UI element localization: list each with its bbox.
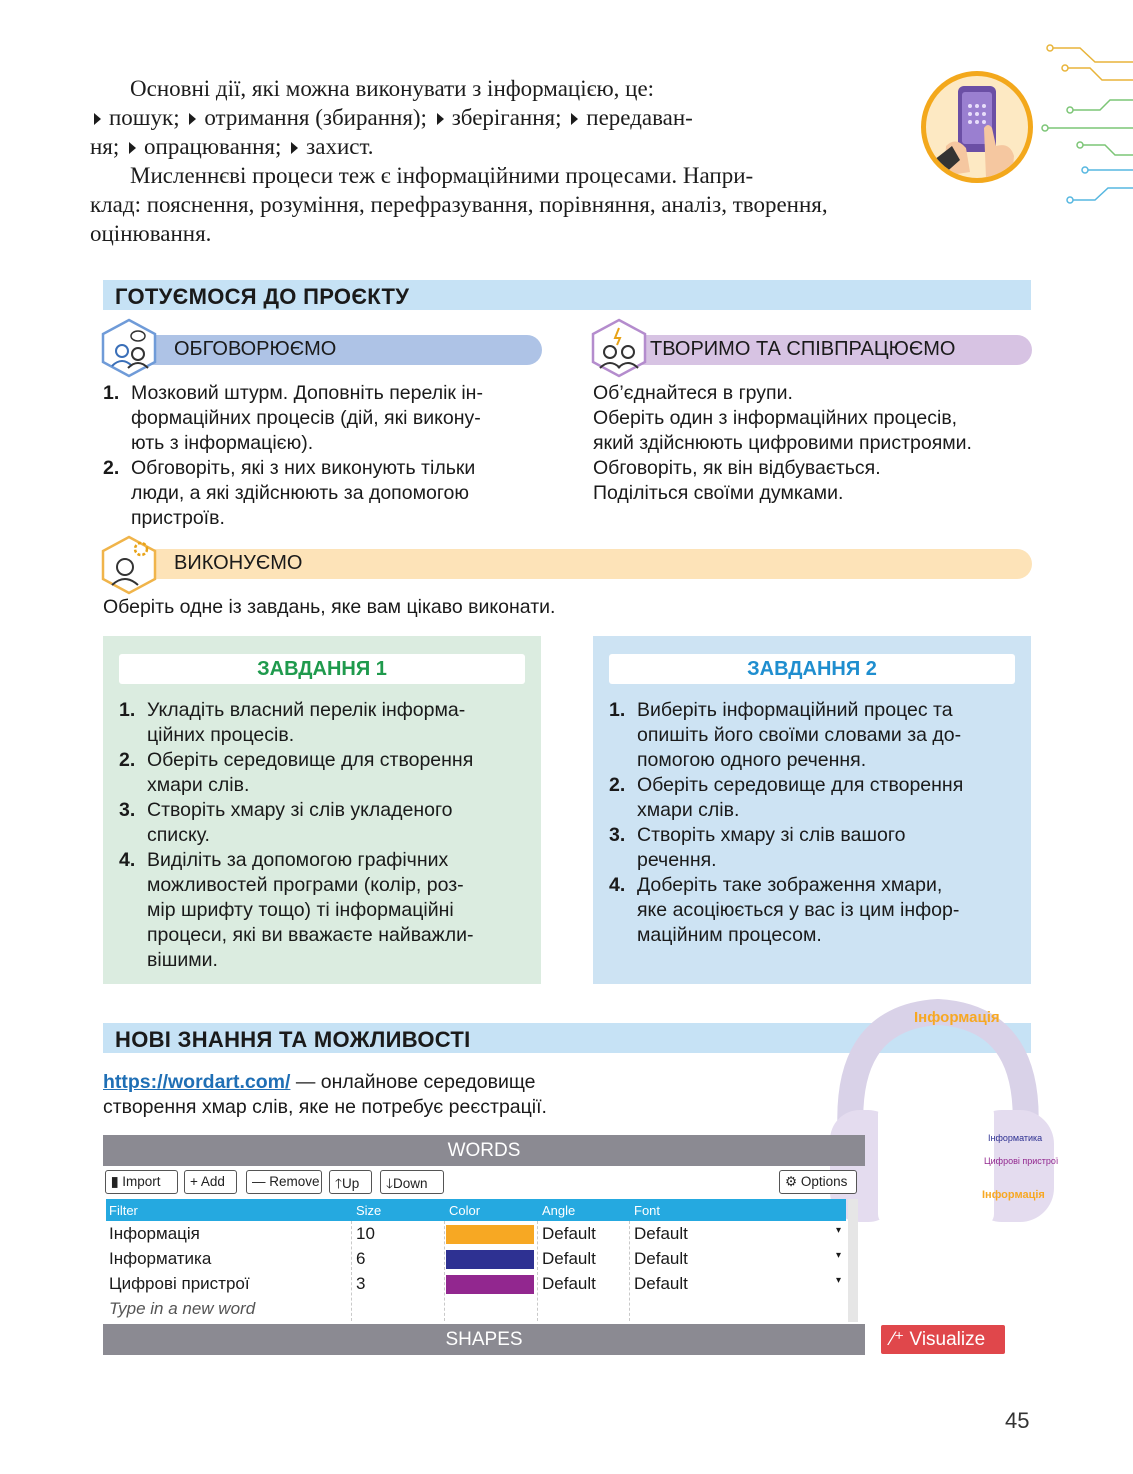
action-item: захист. — [306, 134, 374, 159]
item-line: списку. — [147, 824, 210, 846]
button-label: Import — [122, 1174, 161, 1189]
words-header[interactable]: WORDS — [103, 1135, 865, 1166]
angle-cell[interactable]: Default — [542, 1224, 596, 1243]
description-text: — онлайнове середовище — [290, 1071, 536, 1093]
task-1-card — [103, 636, 541, 984]
discuss-header — [118, 335, 542, 365]
discuss-icon — [100, 318, 158, 378]
description-text: створення хмар слів, яке не потребує реєстрації. — [103, 1096, 547, 1118]
item-line: вішими. — [147, 949, 218, 971]
words-table — [106, 1199, 858, 1323]
item-line: Обговоріть, які з них виконують тільки — [131, 457, 476, 479]
column-header[interactable]: Font — [634, 1203, 661, 1218]
up-button[interactable] — [329, 1170, 372, 1194]
wordart-link[interactable]: https://wordart.com/ — [103, 1071, 291, 1093]
color-cell[interactable] — [444, 1222, 537, 1247]
new-word-input[interactable]: Type in a new word — [109, 1299, 256, 1318]
cloud-word: Інформатика — [988, 1133, 1043, 1143]
shapes-header[interactable]: SHAPES — [103, 1324, 865, 1355]
remove-button[interactable]: — Remove — [246, 1170, 322, 1194]
item-number: 2. — [103, 457, 120, 479]
item-line: Мозковий штурм. Доповніть перелік ін- — [131, 382, 483, 404]
page-number: 45 — [1005, 1408, 1030, 1433]
size-cell[interactable]: 6 — [356, 1249, 366, 1268]
text-line: Поділіться своїми думками. — [593, 482, 844, 504]
column-header[interactable]: Angle — [542, 1203, 576, 1218]
button-label: Up — [342, 1176, 360, 1191]
actions-line-2 — [90, 132, 1035, 161]
item-line: процеси, які ви вважаєте найважли- — [147, 924, 474, 946]
action-item: пошук; — [109, 105, 180, 130]
word-cell[interactable]: Інформація — [109, 1224, 200, 1243]
import-button[interactable] — [105, 1170, 178, 1194]
color-cell[interactable] — [444, 1247, 537, 1272]
bullet-triangle-icon — [571, 113, 578, 125]
task-1-list — [119, 698, 525, 973]
size-cell[interactable]: 3 — [356, 1274, 366, 1293]
color-swatch[interactable] — [446, 1250, 534, 1269]
bullet-triangle-icon — [291, 142, 298, 154]
text-line: Об’єднайтеся в групи. — [593, 382, 793, 404]
action-item: опрацювання; — [144, 134, 282, 159]
item-line: ють з інформацією). — [131, 432, 314, 454]
font-value: Default — [634, 1274, 688, 1293]
item-line: Виділіть за допомогою графічних — [147, 849, 449, 871]
list-item — [609, 773, 1015, 823]
smartphone-icon — [926, 76, 1028, 178]
item-line: речення. — [637, 849, 717, 871]
gear-icon: ⚙ — [785, 1174, 798, 1189]
words-toolbar — [103, 1170, 865, 1196]
item-number: 3. — [609, 824, 626, 846]
create-text — [593, 381, 1033, 506]
angle-cell[interactable]: Default — [542, 1274, 596, 1293]
button-label: Down — [393, 1176, 428, 1191]
bullet-triangle-icon — [189, 113, 196, 125]
intro-line-4: Мисленнєві процеси теж є інформаційними процесами. Напри- — [130, 163, 754, 188]
item-line: пристроїв. — [131, 507, 225, 529]
item-line: люди, а які здійснюють за допомогою — [131, 482, 469, 504]
text-line: Обговоріть, як він відбувається. — [593, 457, 881, 479]
angle-cell[interactable]: Default — [542, 1249, 596, 1268]
item-line: Доберіть таке зображення хмари, — [637, 874, 943, 896]
item-line: Укладіть власний перелік інформа- — [147, 699, 466, 721]
discuss-label: ОБГОВОРЮЄМО — [174, 338, 337, 360]
import-icon: ▮ — [111, 1174, 119, 1189]
list-item — [103, 381, 543, 456]
intro-text — [90, 74, 1035, 248]
word-cell[interactable]: Інформатика — [109, 1249, 212, 1268]
action-item: передаван- — [586, 105, 693, 130]
item-line: формаційних процесів (дій, які викону- — [131, 407, 481, 429]
wordart-words-panel — [103, 1135, 865, 1355]
item-line: Створіть хмару зі слів вашого — [637, 824, 906, 846]
options-button[interactable] — [779, 1170, 857, 1194]
font-select[interactable] — [631, 1247, 841, 1272]
list-item — [609, 698, 1015, 773]
table-row — [106, 1247, 846, 1272]
color-swatch[interactable] — [446, 1225, 534, 1244]
item-number: 2. — [119, 749, 136, 771]
doing-header — [118, 549, 1032, 579]
size-cell[interactable]: 10 — [356, 1224, 375, 1243]
bullet-triangle-icon — [129, 142, 136, 154]
list-item — [119, 848, 525, 973]
collaborate-icon — [590, 318, 648, 378]
action-item: ня; — [90, 134, 120, 159]
doing-icon — [100, 535, 158, 595]
action-item: отримання (збирання); — [204, 105, 427, 130]
task-2-title: ЗАВДАННЯ 2 — [609, 654, 1015, 684]
actions-line-1 — [90, 103, 1035, 132]
dropdown-arrow-icon: ▾ — [835, 1225, 841, 1236]
action-item: зберігання; — [451, 105, 562, 130]
section-heading-prepare: ГОТУЄМОСЯ ДО ПРОЄКТУ — [103, 280, 1031, 310]
font-select[interactable] — [631, 1222, 841, 1247]
item-number: 2. — [609, 774, 626, 796]
table-header-row — [106, 1199, 846, 1221]
item-line: можливостей програми (колір, роз- — [147, 874, 464, 896]
list-item — [103, 456, 543, 531]
item-line: Створіть хмару зі слів укладеного — [147, 799, 453, 821]
smartphone-illustration — [921, 71, 1033, 183]
bullet-triangle-icon — [437, 113, 444, 125]
item-number: 1. — [103, 382, 120, 404]
discuss-list — [103, 381, 543, 531]
text-line: Оберіть один з інформаційних процесів, — [593, 407, 958, 429]
bullet-triangle-icon — [94, 113, 101, 125]
add-button[interactable]: + Add — [184, 1170, 237, 1194]
item-line: опишіть його своїми словами за до- — [637, 724, 962, 746]
table-row — [106, 1272, 846, 1297]
item-line: Виберіть інформаційний процес та — [637, 699, 953, 721]
column-header[interactable]: Filter — [109, 1203, 138, 1218]
item-line: хмари слів. — [637, 799, 740, 821]
item-number: 1. — [119, 699, 136, 721]
font-value: Default — [634, 1224, 688, 1243]
item-line: мір шрифту тощо) ті інформаційні — [147, 899, 454, 921]
item-line: ційних процесів. — [147, 724, 295, 746]
item-number: 4. — [609, 874, 626, 896]
intro-line-6: оцінювання. — [90, 221, 212, 246]
cloud-word: Інформація — [982, 1189, 1045, 1201]
circuit-decoration-icon — [1040, 40, 1133, 210]
new-word-row[interactable] — [106, 1297, 846, 1322]
column-header[interactable]: Size — [356, 1203, 382, 1218]
item-line: маційним процесом. — [637, 924, 822, 946]
font-select[interactable] — [631, 1272, 841, 1297]
arrow-up-icon: 🡑 — [335, 1176, 343, 1191]
dropdown-arrow-icon: ▾ — [835, 1275, 841, 1286]
intro-line-5: клад: пояснення, розуміння, перефразування, порівняння, аналіз, творення, — [90, 192, 828, 217]
create-header — [610, 335, 1032, 365]
item-number: 1. — [609, 699, 626, 721]
item-line: Оберіть середовище для створення — [147, 749, 474, 771]
list-item — [609, 873, 1015, 948]
choose-task-text: Оберіть одне із завдань, яке вам цікаво виконати. — [103, 596, 556, 618]
list-item — [119, 748, 525, 798]
word-cell[interactable]: Цифрові пристрої — [109, 1274, 250, 1293]
task-1-title: ЗАВДАННЯ 1 — [119, 654, 525, 684]
item-line: хмари слів. — [147, 774, 250, 796]
item-line: Оберіть середовище для створення — [637, 774, 964, 796]
intro-line-1: Основні дії, які можна виконувати з інформацією, це: — [130, 76, 655, 101]
button-label: Visualize — [909, 1329, 986, 1350]
table-scrollbar[interactable] — [848, 1199, 858, 1322]
item-number: 3. — [119, 799, 136, 821]
column-header[interactable]: Color — [449, 1203, 481, 1218]
magic-wand-icon: ⁄⁺ — [891, 1329, 905, 1350]
task-2-list — [609, 698, 1015, 948]
color-cell[interactable] — [444, 1272, 537, 1297]
font-value: Default — [634, 1249, 688, 1268]
visualize-button[interactable] — [881, 1325, 1005, 1354]
item-line: яке асоціюється у вас із цим інфор- — [637, 899, 960, 921]
table-row — [106, 1222, 846, 1247]
list-item — [609, 823, 1015, 873]
item-line: помогою одного речення. — [637, 749, 867, 771]
arrow-down-icon: 🡓 — [386, 1176, 394, 1191]
dropdown-arrow-icon: ▾ — [835, 1250, 841, 1261]
list-item — [119, 798, 525, 848]
button-label: Options — [800, 1174, 848, 1189]
list-item — [119, 698, 525, 748]
section-heading-new-knowledge: НОВІ ЗНАННЯ ТА МОЖЛИВОСТІ — [103, 1023, 1031, 1053]
down-button[interactable] — [380, 1170, 444, 1194]
create-label: ТВОРИМО ТА СПІВПРАЦЮЄМО — [650, 338, 956, 360]
color-swatch[interactable] — [446, 1275, 534, 1294]
wordart-description — [103, 1070, 663, 1120]
task-2-card — [593, 636, 1031, 984]
doing-label: ВИКОНУЄМО — [174, 552, 303, 574]
cloud-word: Інформація — [914, 1009, 1000, 1026]
cloud-word: Цифрові пристрої — [984, 1156, 1058, 1166]
text-line: який здійснюють цифровими пристроями. — [593, 432, 972, 454]
item-number: 4. — [119, 849, 136, 871]
